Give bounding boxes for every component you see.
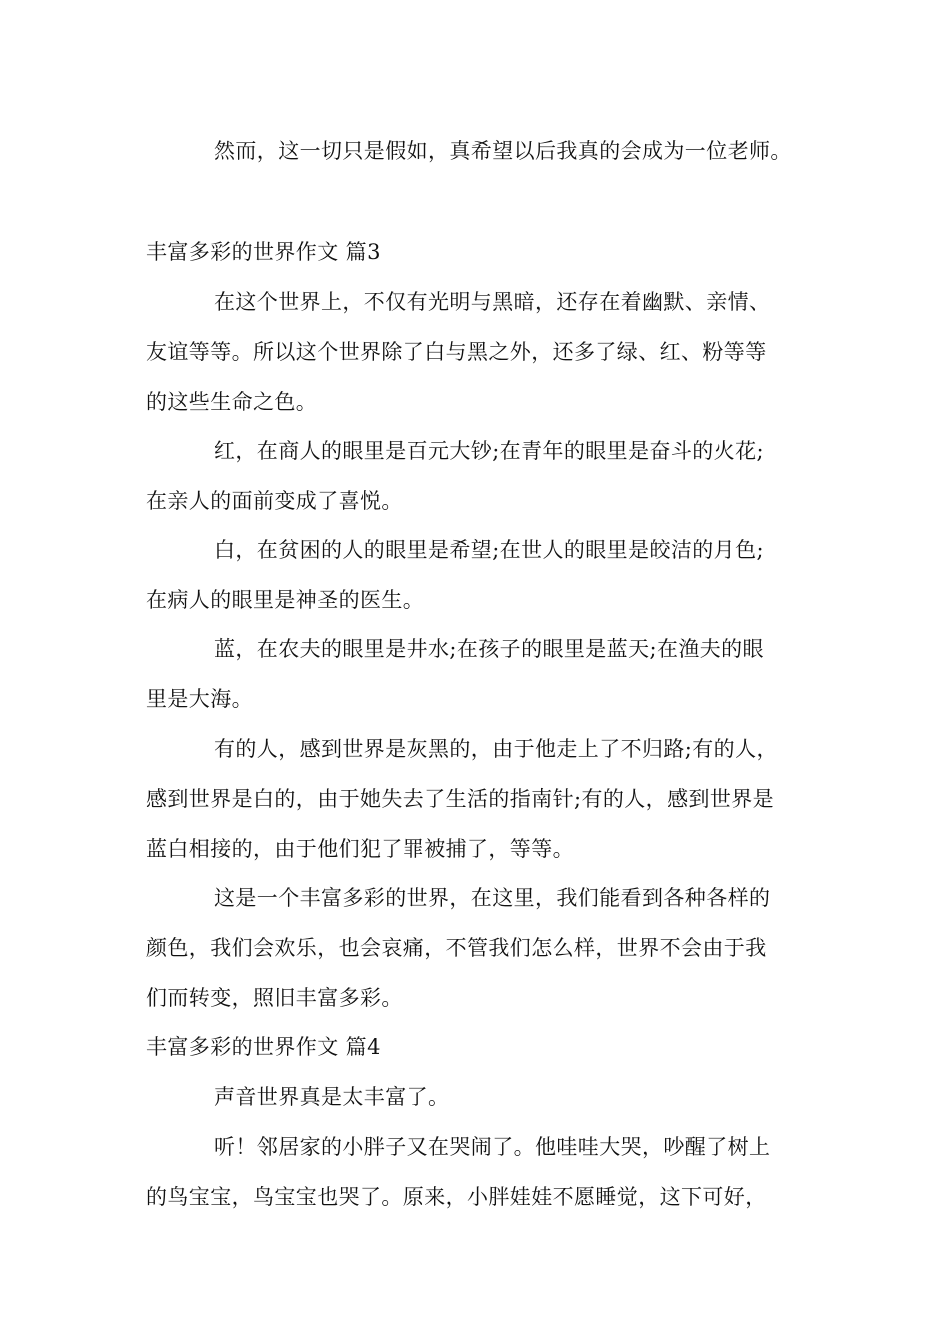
paragraph-line: 在病人的眼里是神圣的医生。 (146, 588, 425, 612)
paragraph-line: 红，在商人的眼里是百元大钞;在青年的眼里是奋斗的火花; (214, 439, 764, 463)
paragraph-line: 颜色，我们会欢乐，也会哀痛，不管我们怎么样，世界不会由于我 (146, 936, 767, 960)
section-heading-3: 丰富多彩的世界作文 篇3 (146, 240, 381, 264)
paragraph-line: 在亲人的面前变成了喜悦。 (146, 489, 403, 513)
paragraph-line: 然而，这一切只是假如，真希望以后我真的会成为一位老师。 (214, 139, 792, 163)
paragraph-line: 感到世界是白的，由于她失去了生活的指南针;有的人，感到世界是 (146, 787, 775, 811)
paragraph-line: 在这个世界上，不仅有光明与黑暗，还存在着幽默、亲情、 (214, 290, 771, 314)
paragraph-line: 的鸟宝宝，鸟宝宝也哭了。原来，小胖娃娃不愿睡觉，这下可好， (146, 1185, 767, 1209)
paragraph-line: 白，在贫困的人的眼里是希望;在世人的眼里是皎洁的月色; (214, 538, 764, 562)
paragraph-line: 这是一个丰富多彩的世界，在这里，我们能看到各种各样的 (214, 886, 771, 910)
section-heading-4: 丰富多彩的世界作文 篇4 (146, 1035, 381, 1059)
paragraph-line: 蓝，在农夫的眼里是井水;在孩子的眼里是蓝天;在渔夫的眼 (214, 637, 764, 661)
paragraph-line: 听！邻居家的小胖子又在哭闹了。他哇哇大哭，吵醒了树上 (214, 1135, 771, 1159)
paragraph-line: 里是大海。 (146, 687, 253, 711)
paragraph-line: 有的人，感到世界是灰黑的，由于他走上了不归路;有的人， (214, 737, 778, 761)
paragraph-line: 的这些生命之色。 (146, 390, 318, 414)
paragraph-line: 蓝白相接的，由于他们犯了罪被捕了，等等。 (146, 837, 574, 861)
paragraph-line: 们而转变，照旧丰富多彩。 (146, 986, 403, 1010)
paragraph-line: 声音世界真是太丰富了。 (214, 1085, 450, 1109)
paragraph-line: 友谊等等。所以这个世界除了白与黑之外，还多了绿、红、粉等等 (146, 340, 767, 364)
